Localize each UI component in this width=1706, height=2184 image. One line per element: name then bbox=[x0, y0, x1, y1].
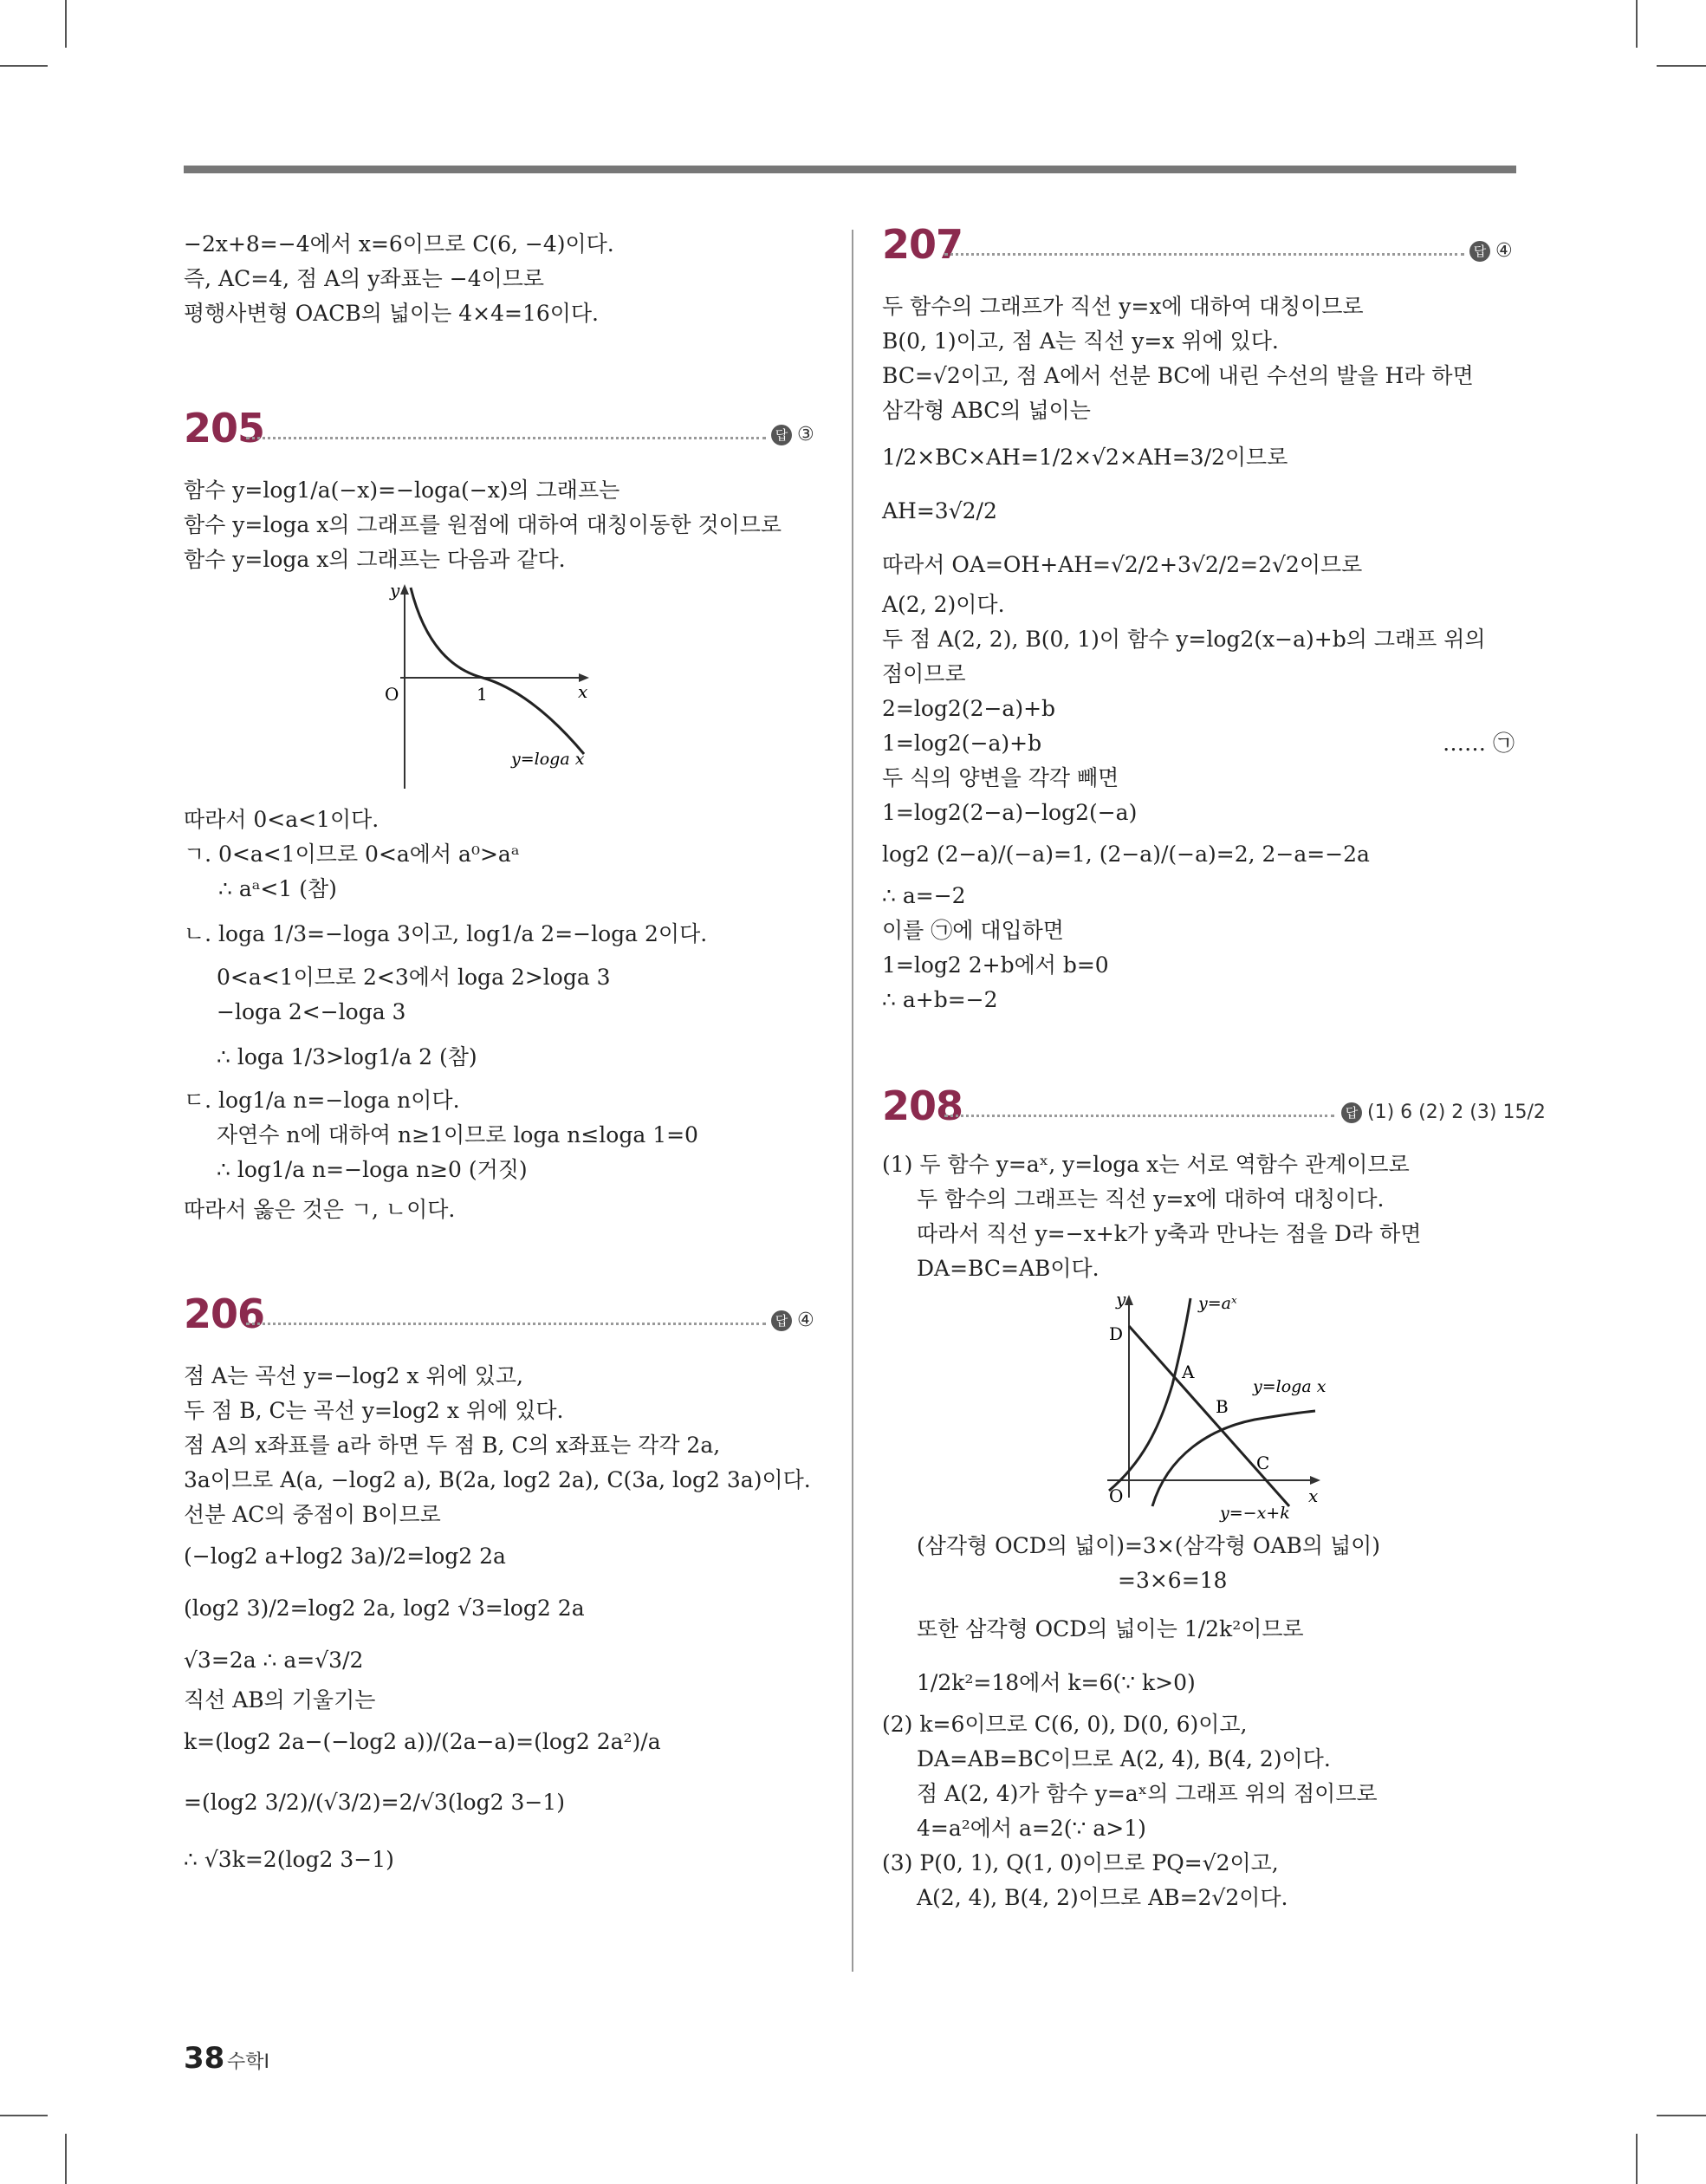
text-line: 1=log2(2−a)−log2(−a) bbox=[882, 800, 1138, 825]
text-line: 두 점 A(2, 2), B(0, 1)이 함수 y=log2(x−a)+b의 그래프 위의 bbox=[882, 627, 1486, 652]
origin-label: O bbox=[1109, 1485, 1124, 1506]
section-205-header bbox=[184, 405, 825, 465]
text-line: 이를 ㉠에 대입하면 bbox=[882, 918, 1064, 943]
text-line: 1=log2 2+b에서 b=0 bbox=[882, 952, 1109, 978]
origin-label: O bbox=[385, 684, 399, 705]
axis-label-y: y bbox=[390, 581, 400, 601]
text-line: (2) k=6이므로 C(6, 0), D(0, 6)이고, bbox=[882, 1712, 1248, 1737]
answer-badge: 답 (1) 6 (2) 2 (3) 15/2 bbox=[1341, 1095, 1546, 1130]
point-D-label: D bbox=[1109, 1323, 1124, 1344]
text-line: k=(log2 2a−(−log2 a))/(2a−a)=(log2 2a²)/a bbox=[184, 1729, 661, 1754]
text-line: 두 점 B, C는 곡선 y=log2 x 위에 있다. bbox=[184, 1398, 564, 1423]
text-line: =(log2 3/2)/(√3/2)=2/√3(log2 3−1) bbox=[184, 1790, 565, 1815]
text-line: 따라서 OA=OH+AH=√2/2+3√2/2=2√2이므로 bbox=[882, 552, 1363, 577]
crop-mark bbox=[65, 0, 67, 48]
text-line: 3a이므로 A(a, −log2 a), B(2a, log2 2a), C(3a, log2 3a)이다. bbox=[184, 1467, 811, 1492]
section-206-header bbox=[184, 1290, 825, 1350]
text-line: 함수 y=loga x의 그래프는 다음과 같다. bbox=[184, 547, 566, 572]
text-line: (log2 3)/2=log2 2a, log2 √3=log2 2a bbox=[184, 1596, 585, 1621]
text-line bbox=[882, 726, 1515, 761]
text-line: 평행사변형 OACB의 넓이는 4×4=16이다. bbox=[184, 301, 600, 326]
text-line: 삼각형 ABC의 넓이는 bbox=[882, 398, 1091, 423]
text-line: ㄷ. log1/a n=−loga n이다. bbox=[184, 1088, 460, 1113]
text-line: 두 함수의 그래프가 직선 y=x에 대하여 대칭이므로 bbox=[882, 294, 1364, 319]
text-line: 자연수 n에 대하여 n≥1이므로 loga n≤loga 1=0 bbox=[217, 1122, 698, 1147]
crop-mark bbox=[1636, 0, 1638, 48]
text-line: 선분 AC의 중점이 B이므로 bbox=[184, 1502, 441, 1527]
crop-mark bbox=[1636, 2134, 1638, 2184]
crop-mark bbox=[65, 2134, 67, 2184]
leader-dots bbox=[246, 437, 766, 439]
text-line: ∴ a=−2 bbox=[882, 883, 966, 908]
text-line: (−log2 a+log2 3a)/2=log2 2a bbox=[184, 1544, 506, 1569]
leader-dots bbox=[944, 253, 1464, 256]
answer-icon: 답 bbox=[1341, 1102, 1362, 1123]
section-208-header bbox=[882, 1082, 1546, 1142]
page-number: 38 bbox=[184, 2041, 225, 2076]
text-line: log2 (2−a)/(−a)=1, (2−a)/(−a)=2, 2−a=−2a bbox=[882, 842, 1370, 867]
equation-mark: …… ㉠ bbox=[1443, 731, 1515, 756]
curve-label: y=loga x bbox=[511, 750, 585, 769]
header-rule bbox=[184, 166, 1516, 173]
text-line: 두 식의 양변을 각각 빼면 bbox=[882, 765, 1119, 790]
crop-mark bbox=[0, 2115, 48, 2116]
text-line: 두 함수의 그래프는 직선 y=x에 대하여 대칭이다. bbox=[917, 1186, 1385, 1212]
text-line: ∴ √3k=2(log2 3−1) bbox=[184, 1847, 394, 1872]
leader-dots bbox=[944, 1115, 1334, 1117]
answer-icon: 답 bbox=[1469, 241, 1490, 262]
text-line: 점 A(2, 4)가 함수 y=aˣ의 그래프 위의 점이므로 bbox=[917, 1781, 1378, 1806]
inverse-graph-208 bbox=[882, 1290, 1515, 1524]
text-line: 따라서 0<a<1이다. bbox=[184, 807, 379, 832]
text-line: 따라서 직선 y=−x+k가 y축과 만나는 점을 D라 하면 bbox=[917, 1221, 1422, 1246]
text-line: 점 A의 x좌표를 a라 하면 두 점 B, C의 x좌표는 각각 2a, bbox=[184, 1433, 721, 1458]
log-graph-205 bbox=[184, 581, 825, 797]
text-line: BC=√2이고, 점 A에서 선분 BC에 내린 수선의 발을 H라 하면 bbox=[882, 363, 1474, 388]
crop-mark bbox=[0, 65, 48, 67]
text-line: (3) P(0, 1), Q(1, 0)이므로 PQ=√2이고, bbox=[882, 1850, 1279, 1875]
crop-mark bbox=[1657, 2115, 1706, 2116]
right-column bbox=[882, 221, 1546, 1915]
section-number: 208 bbox=[882, 1082, 963, 1129]
axis-label-y: y bbox=[1116, 1290, 1126, 1310]
text-line: 즉, AC=4, 점 A의 y좌표는 −4이므로 bbox=[184, 266, 545, 291]
text-line: ∴ a+b=−2 bbox=[882, 987, 998, 1012]
answer-icon: 답 bbox=[771, 1310, 792, 1331]
text-line: 4=a²에서 a=2(∵ a>1) bbox=[917, 1816, 1146, 1841]
text-line: √3=2a ∴ a=√3/2 bbox=[184, 1648, 364, 1673]
text-line: 함수 y=loga x의 그래프를 원점에 대하여 대칭이동한 것이므로 bbox=[184, 512, 782, 537]
text-line: A(2, 4), B(4, 2)이므로 AB=2√2이다. bbox=[917, 1885, 1288, 1910]
answer-icon: 답 bbox=[771, 425, 792, 445]
text-line: 2=log2(2−a)+b bbox=[882, 696, 1056, 721]
text-line: 1/2k²=18에서 k=6(∵ k>0) bbox=[917, 1670, 1196, 1695]
axis-label-x: x bbox=[1308, 1485, 1319, 1506]
text-line: 직선 AB의 기울기는 bbox=[184, 1687, 376, 1713]
text-line: DA=BC=AB이다. bbox=[917, 1256, 1099, 1281]
crop-mark bbox=[1657, 65, 1706, 67]
text-line: AH=3√2/2 bbox=[882, 498, 997, 523]
leader-dots bbox=[246, 1323, 766, 1325]
left-column bbox=[184, 227, 825, 1877]
text-line: (1) 두 함수 y=aˣ, y=loga x는 서로 역함수 관계이므로 bbox=[882, 1152, 1410, 1177]
line-label: y=−x+k bbox=[1220, 1504, 1290, 1523]
text-line: ∴ log1/a n=−loga n≥0 (거짓) bbox=[217, 1157, 528, 1182]
section-number: 206 bbox=[184, 1290, 265, 1337]
text-line: ㄱ. 0<a<1이므로 0<a에서 a⁰>aᵃ bbox=[184, 842, 520, 867]
text-line: 또한 삼각형 OCD의 넓이는 1/2k²이므로 bbox=[917, 1616, 1304, 1641]
text-line: 함수 y=log1/a(−x)=−loga(−x)의 그래프는 bbox=[184, 478, 620, 503]
answer-badge: 답 ④ bbox=[771, 1303, 814, 1338]
answer-badge: 답 ④ bbox=[1469, 234, 1513, 269]
text-line: =3×6=18 bbox=[1118, 1568, 1228, 1593]
text-line: 점 A는 곡선 y=−log2 x 위에 있고, bbox=[184, 1363, 523, 1388]
exp-curve-label: y=aˣ bbox=[1198, 1294, 1237, 1313]
point-B-label: B bbox=[1216, 1396, 1229, 1417]
text-line: A(2, 2)이다. bbox=[882, 592, 1005, 617]
text-line: (삼각형 OCD의 넓이)=3×(삼각형 OAB의 넓이) bbox=[917, 1533, 1380, 1558]
answer-badge: 답 ③ bbox=[771, 418, 814, 452]
text-line: ∴ aᵃ<1 (참) bbox=[218, 876, 337, 901]
subject-label: 수학Ⅰ bbox=[227, 2051, 269, 2073]
axis-label-x: x bbox=[578, 681, 588, 702]
tick-label-1: 1 bbox=[477, 684, 488, 705]
text-line: −loga 2<−loga 3 bbox=[217, 999, 406, 1024]
section-207-header bbox=[882, 221, 1515, 281]
text-line: 0<a<1이므로 2<3에서 loga 2>loga 3 bbox=[217, 965, 611, 990]
text-line: ∴ loga 1/3>log1/a 2 (참) bbox=[217, 1044, 477, 1069]
text-line: DA=AB=BC이므로 A(2, 4), B(4, 2)이다. bbox=[917, 1746, 1331, 1771]
section-number: 205 bbox=[184, 405, 265, 452]
text-line: 따라서 옳은 것은 ㄱ, ㄴ이다. bbox=[184, 1197, 456, 1222]
text-line: −2x+8=−4에서 x=6이므로 C(6, −4)이다. bbox=[184, 231, 614, 257]
text-line: B(0, 1)이고, 점 A는 직선 y=x 위에 있다. bbox=[882, 328, 1279, 354]
point-C-label: C bbox=[1256, 1453, 1270, 1473]
text-line: ㄴ. loga 1/3=−loga 3이고, log1/a 2=−loga 2이다. bbox=[184, 921, 708, 946]
point-A-label: A bbox=[1182, 1362, 1195, 1382]
text-line: 1/2×BC×AH=1/2×√2×AH=3/2이므로 bbox=[882, 445, 1288, 470]
column-divider bbox=[852, 230, 853, 1972]
log-curve-label: y=loga x bbox=[1253, 1377, 1327, 1396]
section-number: 207 bbox=[882, 221, 963, 268]
equation: 1=log2(−a)+b bbox=[882, 731, 1042, 756]
text-line: 점이므로 bbox=[882, 661, 966, 686]
